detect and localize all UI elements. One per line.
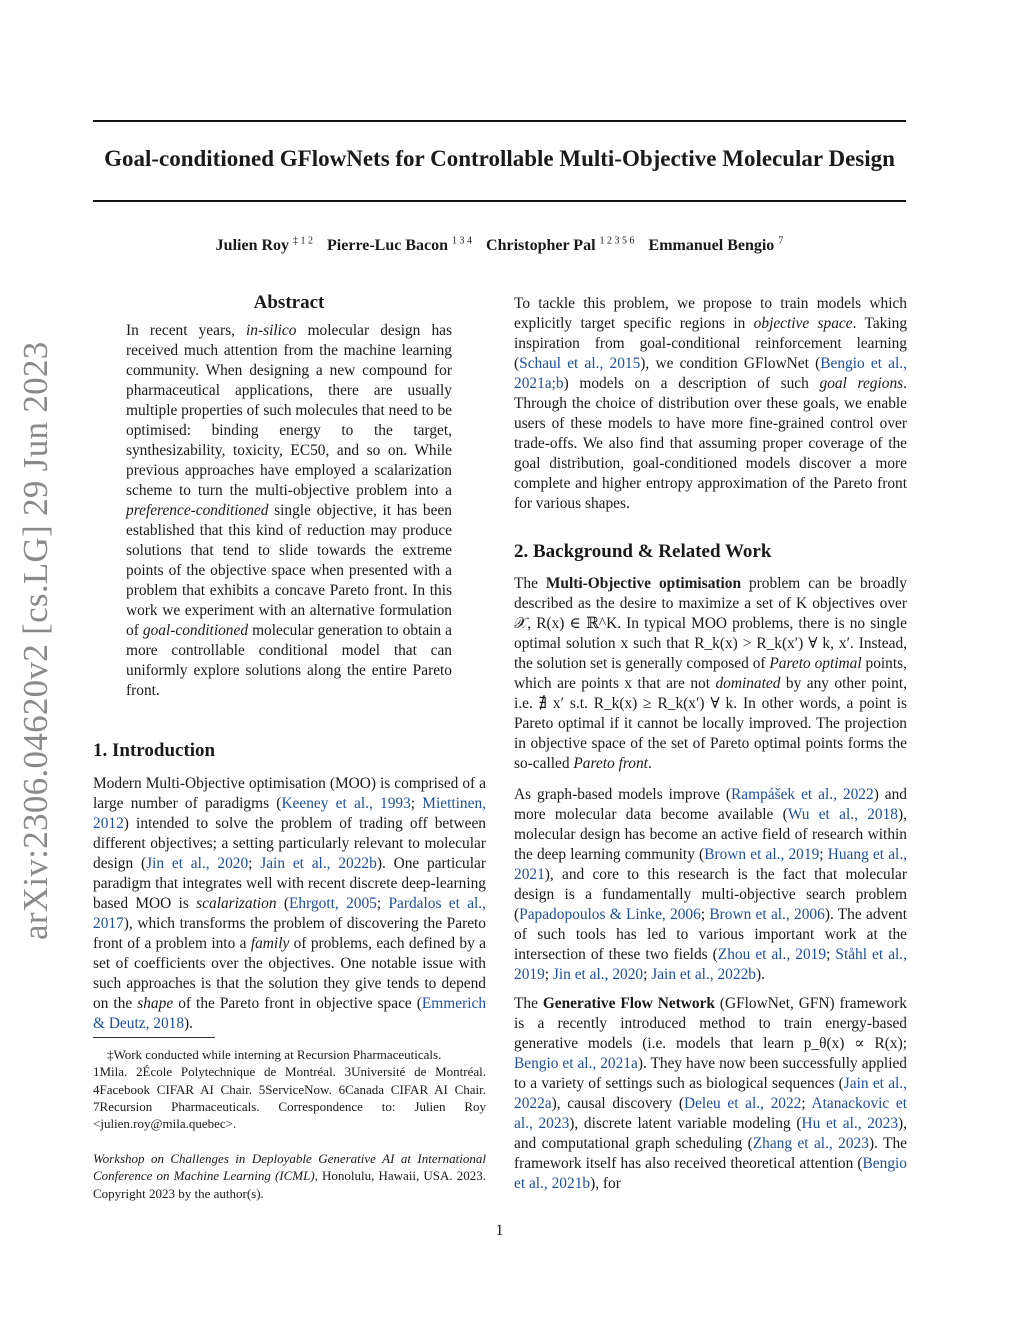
citation-link[interactable]: Wu et al., 2018 xyxy=(787,806,899,823)
text-run: ; xyxy=(544,966,553,983)
text-run: molecular design has received much attention from the machine learning community. When designing a new compound for pharmaceutical applications, there are usually multiple properties of such molecules that need to be optimised: binding energy to the target, synthesizability, toxicity, EC50, and so on. While previous approaches have employed a scalarization scheme to turn the multi-objective problem into a xyxy=(126,322,452,499)
citation-link[interactable]: Emmerich & Deutz, 2018 xyxy=(93,995,487,1032)
emphasis: dominated xyxy=(715,675,781,692)
bold-term: Generative Flow Network xyxy=(542,995,715,1012)
citation-link[interactable]: Brown et al., 2019 xyxy=(704,846,820,863)
text-run: In recent years, xyxy=(126,322,247,339)
text-run: ) and more molecular data become available ( xyxy=(514,786,907,823)
emphasis: preference-conditioned xyxy=(126,502,269,519)
title-rule-bottom xyxy=(93,200,906,202)
title-rule-top xyxy=(93,120,906,122)
citation-link[interactable]: Keeney et al., 1993 xyxy=(281,795,411,812)
gflownet-paragraph xyxy=(514,994,907,1194)
section-heading-background: 2. Background & Related Work xyxy=(514,541,772,562)
text-run: The xyxy=(514,575,546,592)
text-run: ). They have now been successfully applied to a variety of settings such as biological sequences ( xyxy=(514,1055,907,1092)
text-run: . xyxy=(647,755,652,772)
emphasis: goal-conditioned xyxy=(142,622,249,639)
text-run: . Taking inspiration from goal-conditional reinforcement learning ( xyxy=(514,315,908,372)
text-run: ), which transforms the problem of discovering the Pareto front of a problem into a xyxy=(93,915,486,952)
text-run: ), and computational graph scheduling ( xyxy=(514,1115,907,1152)
workshop-note xyxy=(93,1150,486,1202)
text-run: ). xyxy=(755,966,765,983)
emphasis: scalarization xyxy=(196,895,277,912)
text-run: . Through the choice of distribution over these goals, we enable users of these models to have more fine-grained control over trade-offs. We also find that assuming proper coverage of the goal distribution, goal-conditioned models discover a more complete and higher entropy approximation of the Pareto front for various shapes. xyxy=(514,375,907,512)
text-run: points, which are points x that are not xyxy=(514,655,907,692)
arxiv-identifier[interactable]: arXiv:2306.04620v2 [cs.LG] 29 Jun 2023 xyxy=(16,341,55,940)
author-affil: 1 3 4 xyxy=(452,236,473,247)
author-affil: 7 xyxy=(778,236,784,247)
text-run: of problems, each defined by a set of coefficients over the objectives. One notable issue with such approaches is that the solution they give tends to depend on the xyxy=(93,935,487,1012)
citation-link[interactable]: Rampášek et al., 2022 xyxy=(731,786,874,803)
author xyxy=(486,237,634,254)
citation-link[interactable]: Ståhl et al., 2019 xyxy=(514,946,907,983)
text-run: ), discrete latent variable modeling ( xyxy=(569,1115,802,1132)
text-run: ; xyxy=(700,906,710,923)
text-run: ). The advent of such tools has led to various important work at the intersection of these two fields ( xyxy=(514,906,908,963)
footnote-line: ‡Work conducted while interning at Recursion Pharmaceuticals. xyxy=(107,1047,442,1062)
emphasis: family xyxy=(250,935,290,952)
text-run: To tackle this problem, we propose to train models which explicitly target specific regions in xyxy=(514,295,907,332)
author-name: Pierre-Luc Bacon xyxy=(327,237,449,255)
text-run: ). One particular paradigm that integrates well with recent discrete deep-learning based MOO is xyxy=(93,855,486,912)
citation-link[interactable]: Brown et al., 2006 xyxy=(709,906,825,923)
author-name: Christopher Pal xyxy=(486,237,596,255)
citation-link[interactable]: Jain et al., 2022b xyxy=(651,966,756,983)
citation-link[interactable]: Atanackovic et al., 2023 xyxy=(514,1095,908,1132)
text-run: ; xyxy=(376,895,389,912)
abstract-heading: Abstract xyxy=(253,292,325,313)
text-run: ), molecular design has become an active field of research within the deep learning community ( xyxy=(514,806,907,863)
text-run: ), for xyxy=(590,1175,621,1192)
emphasis: goal regions xyxy=(819,375,904,392)
author-affil: ‡ 1 2 xyxy=(293,236,314,247)
emphasis: objective space xyxy=(753,315,853,332)
text-run: ; xyxy=(248,855,261,872)
emphasis: Pareto front xyxy=(573,755,648,772)
text-run: ; xyxy=(410,795,423,812)
citation-link[interactable]: Jin et al., 2020 xyxy=(146,855,249,872)
text-run: ; xyxy=(801,1095,812,1112)
emphasis: Pareto optimal xyxy=(769,655,862,672)
citation-link[interactable]: Miettinen, 2012 xyxy=(93,795,486,832)
graph-models-paragraph xyxy=(514,785,907,985)
footnote-affiliations: 1Mila. 2École Polytechnique de Montréal. 3Université de Montréal. 4Facebook CIFAR AI Chair. 5ServiceNow. 6Canada CIFAR AI Chair. 7Recursion Pharmaceuticals. Correspondence to: Julien Roy <julien.roy@mila.quebec>. xyxy=(93,1064,486,1132)
author xyxy=(216,237,313,254)
text-run: ( xyxy=(276,895,290,912)
citation-link[interactable]: Jain et al., 2022a xyxy=(514,1075,907,1112)
text-run: problem can be broadly described as the desire to maximize a set of K objectives over 𝒳, R(x) ∈ ℝ^K. In typical MOO problems, there is no single optimal solution x such that R_k(x) > R_k(x′) ∀ k, x′. Instead, the solution set is generally composed of xyxy=(514,575,907,672)
footnote-rule xyxy=(93,1037,215,1038)
citation-link[interactable]: Pardalos et al., 2017 xyxy=(93,895,486,932)
citation-link[interactable]: Zhang et al., 2023 xyxy=(752,1135,869,1152)
text-run: ). xyxy=(184,1015,194,1032)
citation-link[interactable]: Ehrgott, 2005 xyxy=(289,895,377,912)
citation-link[interactable]: Huang et al., 2021 xyxy=(514,846,908,883)
citation-link[interactable]: Jin et al., 2020 xyxy=(552,966,644,983)
author xyxy=(327,237,472,254)
citation-link[interactable]: Papadopoulos & Linke, 2006 xyxy=(519,906,701,923)
text-run: (GFlowNet, GFN) framework is a recently introduced method to train energy-based generative models (i.e. models that learn p_θ(x) ∝ R(x); xyxy=(514,995,907,1052)
author-name: Emmanuel Bengio xyxy=(648,237,775,255)
text-run: ), and core to this research is the fact that molecular design is a fundamentally multi-objective search problem ( xyxy=(514,866,907,923)
text-run: The xyxy=(514,995,543,1012)
paper-title: Goal-conditioned GFlowNets for Controllable Multi-Objective Molecular Design xyxy=(104,146,895,171)
page-number: 1 xyxy=(495,1222,504,1239)
text-run: Modern Multi-Objective optimisation (MOO) is comprised of a large number of paradigms ( xyxy=(93,775,486,812)
introduction-paragraph xyxy=(93,774,486,1034)
citation-link[interactable]: Schaul et al., 2015 xyxy=(519,355,641,372)
citation-link[interactable]: Bengio et al., 2021b xyxy=(514,1155,907,1192)
citation-link[interactable]: Jain et al., 2022b xyxy=(260,855,377,872)
citation-link[interactable]: Bengio et al., 2021a;b xyxy=(514,355,907,392)
right-column-intro-continued xyxy=(514,294,907,514)
text-run: single objective, it has been established that this kind of reduction may produce solutions that tend to slide towards the extreme points of the objective space when presented with a problem that exhibits a concave Pareto front. In this work we experiment with an alternative formulation of xyxy=(126,502,452,639)
citation-link[interactable]: Deleu et al., 2022 xyxy=(683,1095,802,1112)
text-run: ), we condition GFlowNet ( xyxy=(640,355,821,372)
author-name: Julien Roy xyxy=(215,237,290,255)
text-run: ), causal discovery ( xyxy=(551,1095,684,1112)
text-run: ). The framework itself has also received theoretical attention ( xyxy=(514,1135,907,1172)
moo-paragraph xyxy=(514,574,907,774)
emphasis: shape xyxy=(137,995,174,1012)
author xyxy=(649,237,784,254)
text-run: ; xyxy=(643,966,652,983)
citation-link[interactable]: Zhou et al., 2019 xyxy=(717,946,827,963)
text-run: ; xyxy=(826,946,836,963)
text-run: molecular generation to obtain a more controllable conditional model that can uniformly explore solutions along the entire Pareto front. xyxy=(126,622,453,699)
author-list xyxy=(93,236,906,255)
author-affil: 1 2 3 5 6 xyxy=(599,236,635,247)
citation-link[interactable]: Bengio et al., 2021a xyxy=(514,1055,638,1072)
text-run: ; xyxy=(819,846,828,863)
citation-link[interactable]: Hu et al., 2023 xyxy=(801,1115,899,1132)
text-run: by any other point, i.e. ∄ x′ s.t. R_k(x) ≥ R_k(x′) ∀ k. In other words, a point is Pareto optimal if it cannot be locally improved. The projection in objective space of the set of Pareto optimal points forms the so-called xyxy=(514,675,907,772)
emphasis: in-silico xyxy=(246,322,297,339)
section-heading-introduction: 1. Introduction xyxy=(93,740,216,761)
bold-term: Multi-Objective optimisation xyxy=(545,575,742,592)
text-run: As graph-based models improve ( xyxy=(514,786,732,803)
text-run: , Honolulu, Hawaii, USA. 2023. Copyright 2023 by the author(s). xyxy=(93,1168,486,1201)
footnotes xyxy=(93,1046,486,1132)
text-run: of the Pareto front in objective space ( xyxy=(173,995,422,1012)
text-run: ) models on a description of such xyxy=(563,375,820,392)
abstract-text xyxy=(126,321,452,701)
text-run: ) intended to solve the problem of trading off between different objectives; a setting particularly relevant to molecular design ( xyxy=(93,815,486,872)
emphasis: Workshop on Challenges in Deployable Generative AI at International Conference on Machine Learning (ICML) xyxy=(93,1151,486,1184)
